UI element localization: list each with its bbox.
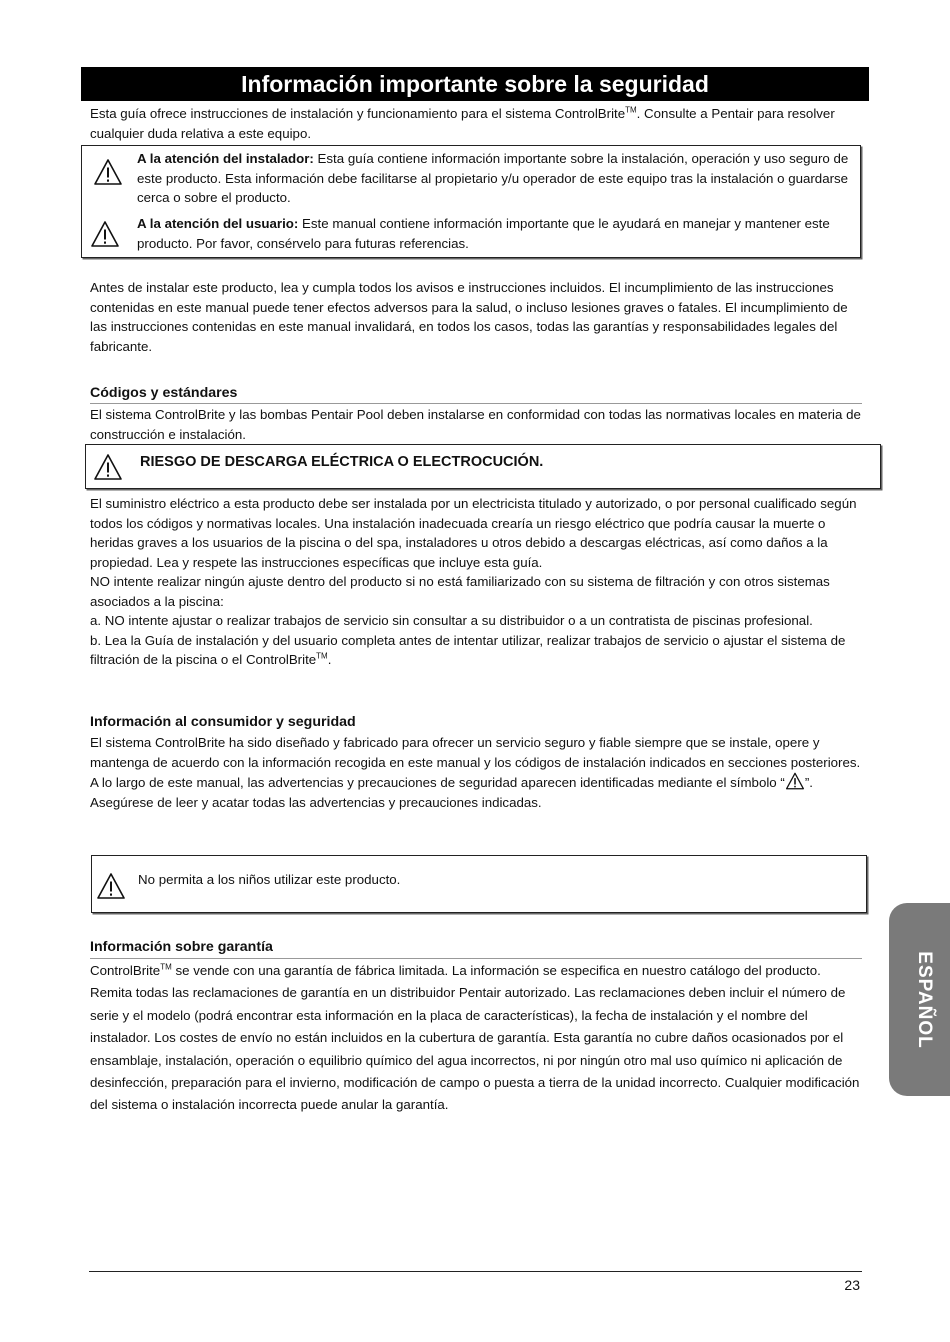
warning-icon [90, 220, 120, 248]
language-tab-label: ESPAÑOL [914, 950, 935, 1049]
warranty-heading: Información sobre garantía [90, 939, 273, 955]
consumer-paragraph [90, 733, 865, 812]
electric-paragraph [90, 494, 865, 670]
warranty-text-b: se vende con una garantía de fábrica limitada. La información se especifica en nuestro catálogo del producto. Remita todas las reclamaciones de garantía en un distribuidor Pentair autorizado. Las reclamaciones deben incluir el número de serie y el modelo (podrá encontrar esta información en la placa de características), la fecha de instalación y el nombre del instalador. Los costes de envío no están incluidos en la cubertura de garantía. Esta garantía no cubre daños ocasionados por el ensamblaje, instalación, operación o equilibrio químico del agua incorrectos, ni por ningún otro mal uso químico ni aplicación de desinfección, preparación para el invierno, modificación de campo o puesta a tierra de la unidad incorrecto. Cualquier modificación del sistema o instalación incorrecta puede anular la garantía. [90, 963, 860, 1113]
consumer-heading: Información al consumidor y seguridad [90, 714, 356, 730]
trademark-mark: TM [625, 105, 637, 115]
warning-icon [785, 772, 805, 790]
page-number: 23 [844, 1277, 860, 1293]
language-tab [889, 903, 950, 1096]
electric-text-4b: . [327, 652, 332, 667]
shock-warning-box [85, 444, 881, 489]
warning-icon [96, 872, 126, 900]
intro-text-b: . Consulte a Pentair para resolver cualquier duda relativa a este equipo. [90, 106, 835, 141]
electric-text-4a: b. Lea la Guía de instalación y del usuario completa antes de intentar utilizar, realizar trabajos de servicio o ajustar el sistema de filtración de la piscina o el ControlBrite [90, 632, 846, 667]
installer-label: A la atención del instalador: [137, 151, 314, 166]
warranty-paragraph [90, 960, 865, 1117]
before-install-paragraph: Antes de instalar este producto, lea y cumpla todos los avisos e instrucciones incluidos. El incumplimiento de las instrucciones contenidas en este manual puede tener efectos adversos para la salud, o incluso lesiones graves o fatales. El incumplimiento de las instrucciones contenidas en este manual invalidará, en todos los casos, todas las garantías y responsabilidades legales del fabricante. [90, 280, 848, 354]
section-divider [90, 958, 862, 959]
electric-text-1: El suministro eléctrico a esta producto debe ser instalada por un electricista titulado y autorizado, o por personal cualificado según todos los códigos y normativas locales. Una instalación inadecuada crearía un riesgo eléctrico que podría causar la muerte o heridas graves a los usuarios de la piscina o del spa, instaladores u otros debido a descargas eléctricas, así como daños a la propiedad. Lea y respete las instrucciones específicas que incluye esta guía. [90, 496, 857, 570]
electric-text-2: NO intente realizar ningún ajuste dentro del producto si no está familiarizado con su sistema de filtración y con otros sistemas asociados a la piscina: [90, 574, 830, 609]
trademark-mark: TM [160, 962, 172, 972]
codes-heading: Códigos y estándares [90, 385, 238, 401]
electric-text-3: a. NO intente ajustar o realizar trabajos de servicio sin consultar a su distribuidor o a un contratista de piscinas profesional. [90, 613, 813, 628]
user-label: A la atención del usuario: [137, 216, 299, 231]
intro-paragraph [90, 104, 865, 143]
user-warning [137, 214, 852, 253]
footer-divider [89, 1271, 862, 1272]
installer-text: Esta guía contiene información importante sobre la instalación, operación y uso seguro de este producto. Esta información debe facilitarse al propietario y/u operador de este equipo tras la instalación o guardarse cerca o sobre el producto. [137, 151, 849, 205]
children-warning-box [91, 855, 867, 913]
warning-box-attention [81, 145, 861, 258]
shock-warning-text: RIESGO DE DESCARGA ELÉCTRICA O ELECTROCUCIÓN. [140, 454, 544, 470]
page-title: Información importante sobre la seguridad [81, 67, 869, 101]
children-warning-text: No permita a los niños utilizar este producto. [138, 872, 401, 887]
codes-paragraph: El sistema ControlBrite y las bombas Pentair Pool deben instalarse en conformidad con todas las normativas locales en materia de construcción e instalación. [90, 407, 861, 442]
warning-icon [93, 453, 123, 481]
section-divider [90, 403, 862, 404]
warning-icon [93, 158, 123, 186]
user-text: Este manual contiene información importante que le ayudará en manejar y mantener este producto. Por favor, consérvelo para futuras referencias. [137, 216, 830, 251]
intro-text-a: Esta guía ofrece instrucciones de instalación y funcionamiento para el sistema ControlBrite [90, 106, 626, 121]
trademark-mark: TM [316, 651, 328, 661]
installer-warning [137, 149, 852, 208]
consumer-text-b: ”. Asegúrese de leer y acatar todas las advertencias y precauciones indicadas. [90, 775, 813, 810]
warranty-text-a: ControlBrite [90, 963, 161, 978]
electric-text-4 [90, 631, 865, 670]
consumer-text-a: El sistema ControlBrite ha sido diseñado y fabricado para ofrecer un servicio seguro y fiable siempre que se instale, opere y mantenga de acuerdo con la información recogida en este manual y los códigos de instalación indicados en secciones posteriores. A lo largo de este manual, las advertencias y precauciones de seguridad aparecen identificadas mediante el símbolo “ [90, 735, 861, 790]
